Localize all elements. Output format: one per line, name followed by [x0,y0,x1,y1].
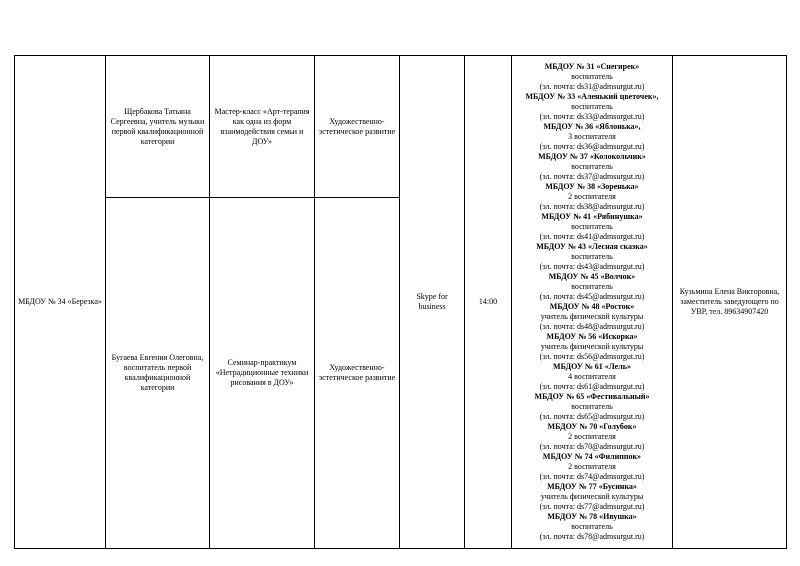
cell-organization: МБДОУ № 34 «Березка» [15,56,106,549]
participant-title: МБДОУ № 65 «Фестивальный» [534,392,650,401]
participant-title: МБДОУ № 48 «Росток» [549,302,635,311]
cell-participants [512,56,673,549]
participant-role: учитель физической культуры [540,492,644,501]
participant-email: (эл. почта: ds70@admsurgut.ru) [539,442,645,451]
participant-title: МБДОУ № 38 «Зоренька» [545,182,639,191]
participant-role: воспитатель [571,72,613,81]
participant-email: (эл. почта: ds61@admsurgut.ru) [539,382,645,391]
participant-title: МБДОУ № 45 «Волчок» [548,272,636,281]
participant-role: 4 воспитателя [568,372,616,381]
cell-direction-1: Художественно-эстетическое развитие [315,56,400,198]
participant-title: МБДОУ № 77 «Бусинка» [547,482,637,491]
cell-direction-2: Художественно-эстетическое развитие [315,198,400,549]
participant-entry [515,242,669,272]
participant-email: (эл. почта: ds41@admsurgut.ru) [539,232,645,241]
participants-list [515,62,669,542]
participant-role: 2 воспитателя [568,462,616,471]
participant-title: МБДОУ № 78 «Ивушка» [547,512,637,521]
participant-title: МБДОУ № 33 «Аленький цветочек», [525,92,659,101]
participant-email: (эл. почта: ds65@admsurgut.ru) [539,412,645,421]
participant-email: (эл. почта: ds43@admsurgut.ru) [539,262,645,271]
participant-role: воспитатель [571,162,613,171]
participant-entry [515,212,669,242]
participant-entry [515,182,669,212]
participant-title: МБДОУ № 37 «Колокольчик» [538,152,646,161]
schedule-table [14,55,787,549]
participant-title: МБДОУ № 56 «Искорка» [546,332,638,341]
participant-entry [515,392,669,422]
participant-title: МБДОУ № 31 «Снегирек» [544,62,640,71]
participant-role: воспитатель [571,102,613,111]
participant-title: МБДОУ № 41 «Рябинушка» [541,212,643,221]
cell-presenter-1: Щербакова Татьяна Сергеевна, учитель музыки первой квалификационной категории [106,56,210,198]
participant-role: воспитатель [571,402,613,411]
participant-entry [515,362,669,392]
participant-email: (эл. почта: ds48@admsurgut.ru) [539,322,645,331]
participant-role: воспитатель [571,222,613,231]
participant-email: (эл. почта: ds38@admsurgut.ru) [539,202,645,211]
participant-title: МБДОУ № 70 «Голубок» [547,422,637,431]
participant-email: (эл. почта: ds31@admsurgut.ru) [539,82,645,91]
participant-email: (эл. почта: ds77@admsurgut.ru) [539,502,645,511]
participant-entry [515,152,669,182]
table-row [15,56,787,198]
cell-event-1: Мастер-класс «Арт-терапия как одна из форм взаимодействия семьи и ДОУ» [210,56,315,198]
participant-email: (эл. почта: ds36@admsurgut.ru) [539,142,645,151]
participant-entry [515,92,669,122]
participant-role: учитель физической культуры [540,312,644,321]
participant-title: МБДОУ № 74 «Филиппок» [542,452,642,461]
participant-role: учитель физической культуры [540,342,644,351]
participant-role: 3 воспитателя [568,132,616,141]
participant-email: (эл. почта: ds45@admsurgut.ru) [539,292,645,301]
participant-entry [515,482,669,512]
participant-role: воспитатель [571,522,613,531]
participant-entry [515,272,669,302]
cell-presenter-2: Бугаева Евгения Олеговна, воспитатель первой квалификационной категории [106,198,210,549]
participant-role: 2 воспитателя [568,432,616,441]
participant-title: МБДОУ № 43 «Лесная сказка» [536,242,648,251]
participant-entry [515,332,669,362]
cell-contact: Кузьмина Елена Викторовна, заместитель заведующего по УВР, тел. 89634907420 [673,56,787,549]
participant-role: воспитатель [571,282,613,291]
participant-entry [515,62,669,92]
participant-entry [515,302,669,332]
participant-entry [515,452,669,482]
participant-title: МБДОУ № 36 «Яблонька», [543,122,641,131]
participant-email: (эл. почта: ds56@admsurgut.ru) [539,352,645,361]
cell-platform: Skype for business [400,56,465,549]
participant-role: 2 воспитателя [568,192,616,201]
participant-entry [515,122,669,152]
cell-event-2: Семинар-практикум «Нетрадиционные техники рисования в ДОУ» [210,198,315,549]
participant-email: (эл. почта: ds37@admsurgut.ru) [539,172,645,181]
participant-email: (эл. почта: ds74@admsurgut.ru) [539,472,645,481]
cell-time: 14:00 [465,56,512,549]
participant-role: воспитатель [571,252,613,261]
participant-email: (эл. почта: ds78@admsurgut.ru) [539,532,645,541]
participant-entry [515,422,669,452]
participant-email: (эл. почта: ds33@admsurgut.ru) [539,112,645,121]
participant-entry [515,512,669,542]
participant-title: МБДОУ № 61 «Лель» [553,362,631,371]
